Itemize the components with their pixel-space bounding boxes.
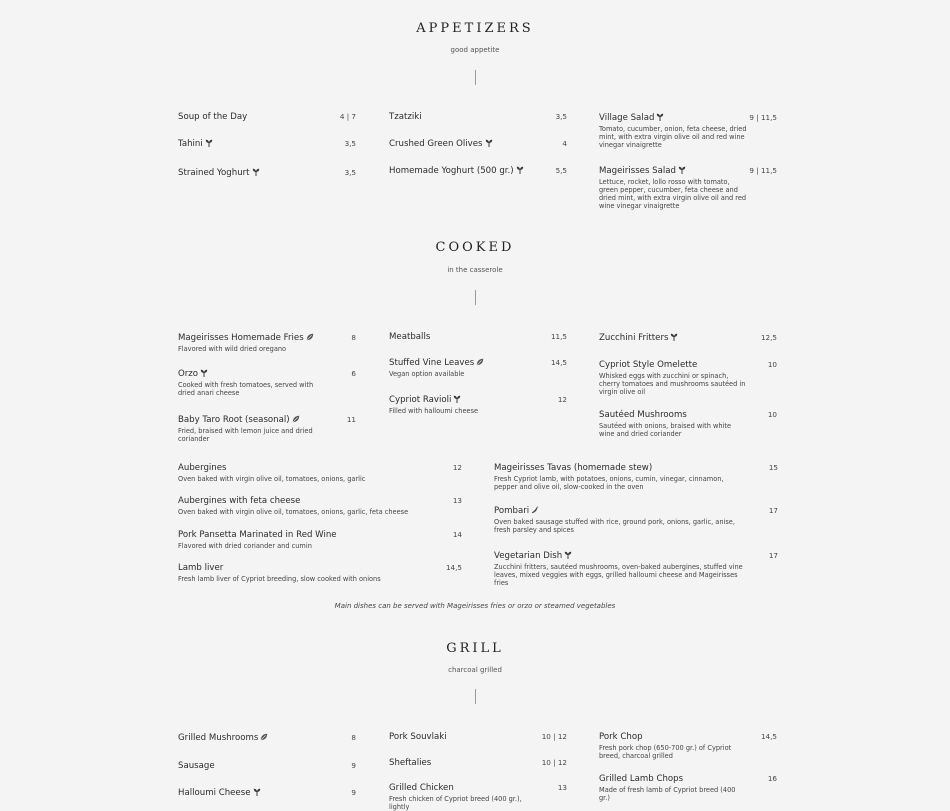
menu-item-name: Pombari — [494, 506, 530, 516]
menu-item-name: Strained Yoghurt — [178, 168, 250, 178]
menu-item-description: Sautéed with onions, braised with white wine and dried coriander — [599, 422, 732, 438]
menu-item — [389, 332, 567, 343]
menu-item-name: Aubergines with feta cheese — [178, 496, 301, 506]
menu-item-price: 16 — [767, 774, 777, 783]
menu-item — [494, 506, 778, 534]
menu-item — [599, 333, 777, 344]
menu-item-name: Meatballs — [389, 332, 431, 342]
menu-item-description: Whisked eggs with zucchini or spinach, cherry tomatoes and mushrooms sautéed in virgin olive oil — [599, 372, 746, 396]
divider-line — [475, 689, 476, 704]
menu-item — [178, 139, 356, 150]
menu-item — [389, 395, 567, 415]
sprout-icon — [453, 395, 461, 403]
sprout-icon — [678, 166, 686, 174]
menu-item-name: Lamb liver — [178, 563, 224, 573]
menu-item-name: Sheftalies — [389, 758, 432, 768]
menu-item-price: 10 | 12 — [541, 758, 567, 767]
menu-item-name: Grilled Lamb Chops — [599, 774, 684, 784]
menu-item-price: 17 — [768, 551, 778, 560]
menu-item-price: 12 — [557, 395, 567, 404]
menu-item-price: 10 — [767, 360, 777, 369]
menu-item — [494, 463, 778, 491]
menu-item — [178, 369, 356, 397]
menu-item-description: Zucchini fritters, sautéed mushrooms, oven-baked aubergines, stuffed vine leaves, mixed veggies with eggs, grilled halloumi cheese and Mageirisses fries — [494, 563, 743, 587]
menu-item-price: 13 — [452, 496, 462, 505]
menu-item-price: 9 | 11,5 — [749, 113, 777, 122]
menu-item-description: Oven baked with virgin olive oil, tomatoes, onions, garlic — [178, 475, 366, 483]
menu-item — [389, 358, 567, 378]
menu-item-price: 4 | 7 — [339, 112, 356, 121]
menu-item-price: 3,5 — [555, 112, 567, 121]
menu-item-price: 10 | 12 — [541, 732, 567, 741]
menu-item-price: 15 — [768, 463, 778, 472]
menu-item-price: 14,5 — [445, 563, 462, 572]
section-subtitle-grill: charcoal grilled — [448, 666, 502, 674]
menu-item — [178, 168, 356, 179]
menu-item-price: 12,5 — [760, 333, 777, 342]
chili-icon — [531, 506, 539, 514]
sprout-icon — [656, 113, 664, 121]
menu-item-price: 14 — [452, 530, 462, 539]
leaf-icon — [292, 415, 300, 423]
menu-item-name: Pork Souvlaki — [389, 732, 447, 742]
menu-item-name: Pork Chop — [599, 732, 643, 742]
menu-item-price: 11,5 — [550, 332, 567, 341]
menu-item — [178, 463, 462, 483]
menu-item-name: Stuffed Vine Leaves — [389, 358, 475, 368]
menu-item-price: 9 — [351, 788, 356, 797]
menu-item-description: Oven baked with virgin olive oil, tomatoes, onions, garlic, feta cheese — [178, 508, 409, 516]
section-title-appetizers: APPETIZERS — [416, 21, 534, 36]
section-subtitle-appetizers: good appetite — [450, 46, 500, 54]
menu-item-description: Lettuce, rocket, lollo rosso with tomato, green pepper, cucumber, feta cheese and dried mint, with extra virgin olive oil and red wine vinegar vinaigrette — [599, 178, 747, 210]
menu-item — [178, 761, 356, 772]
menu-item-name: Sautéed Mushrooms — [599, 410, 687, 420]
menu-item-description: Fresh lamb liver of Cypriot breeding, slow cooked with onions — [178, 575, 381, 583]
menu-item-name: Vegetarian Dish — [494, 551, 563, 561]
menu-item — [599, 410, 777, 438]
menu-item-name: Soup of the Day — [178, 112, 248, 122]
menu-item-description: Oven baked sausage stuffed with rice, ground pork, onions, garlic, anise, fresh parsley and spices — [494, 518, 735, 534]
menu-item — [178, 333, 356, 353]
menu-item-name: Pork Pansetta Marinated in Red Wine — [178, 530, 337, 540]
sprout-icon — [670, 333, 678, 341]
menu-item-name: Sausage — [178, 761, 215, 771]
menu-item — [599, 113, 777, 149]
leaf-icon — [260, 733, 268, 741]
menu-item-name: Grilled Mushrooms — [178, 733, 259, 743]
menu-item — [389, 758, 567, 769]
menu-item-description: Tomato, cucumber, onion, feta cheese, dried mint, with extra virgin olive oil and red wine vinegar vinaigrette — [599, 125, 747, 149]
menu-item-price: 8 — [351, 333, 356, 342]
menu-item — [599, 732, 777, 760]
menu-item-name: Baby Taro Root (seasonal) — [178, 415, 290, 425]
menu-item-price: 10 — [767, 410, 777, 419]
menu-item-name: Crushed Green Olives — [389, 139, 483, 149]
sprout-icon — [205, 139, 213, 147]
menu-item-price: 6 — [351, 369, 356, 378]
menu-item-name: Village Salad — [599, 113, 655, 123]
menu-item — [178, 733, 356, 744]
divider-line — [475, 70, 476, 85]
menu-item — [494, 551, 778, 587]
menu-item-name: Zucchini Fritters — [599, 333, 669, 343]
menu-item-price: 4 — [562, 139, 567, 148]
section-subtitle-cooked: in the casserole — [447, 266, 503, 274]
section-title-cooked: COOKED — [435, 240, 515, 255]
menu-item — [178, 112, 356, 123]
menu-item-description: Cooked with fresh tomatoes, served with dried anari cheese — [178, 381, 314, 397]
menu-item — [599, 774, 777, 802]
menu-item-price: 14,5 — [760, 732, 777, 741]
menu-item — [389, 112, 567, 123]
menu-item-name: Cypriot Ravioli — [389, 395, 452, 405]
menu-item — [178, 496, 462, 516]
sprout-icon — [252, 168, 260, 176]
menu-item-name: Mageirisses Salad — [599, 166, 677, 176]
menu-item-price: 9 | 11,5 — [749, 166, 777, 175]
menu-item-price: 3,5 — [344, 139, 356, 148]
menu-item — [178, 788, 356, 799]
menu-item-description: Made of fresh lamb of Cypriot breed (400 gr.) — [599, 786, 736, 802]
sprout-icon — [253, 788, 261, 796]
menu-item-price: 12 — [452, 463, 462, 472]
menu-item-description: Fried, braised with lemon juice and dried coriander — [178, 427, 313, 443]
cooked-note: Main dishes can be served with Mageirisses fries or orzo or steamed vegetables — [334, 602, 616, 610]
menu-item-name: Tzatziki — [389, 112, 422, 122]
menu-item-name: Homemade Yoghurt (500 gr.) — [389, 166, 514, 176]
menu-item — [389, 732, 567, 743]
menu-item — [389, 139, 567, 150]
section-title-grill: GRILL — [446, 641, 504, 656]
menu-item-price: 13 — [557, 783, 567, 792]
leaf-icon — [476, 358, 484, 366]
menu-item-description: Flavored with dried coriander and cumin — [178, 542, 312, 550]
menu-item — [178, 415, 356, 443]
menu-item-name: Tahini — [178, 139, 203, 149]
sprout-icon — [200, 369, 208, 377]
menu-item-price: 17 — [768, 506, 778, 515]
menu-item — [389, 783, 567, 811]
menu-item-name: Orzo — [178, 369, 199, 379]
menu-item-price: 9 — [351, 761, 356, 770]
menu-item-name: Mageirisses Homemade Fries — [178, 333, 304, 343]
sprout-icon — [485, 139, 493, 147]
menu-item-name: Grilled Chicken — [389, 783, 454, 793]
menu-item-price: 11 — [346, 415, 356, 424]
menu-item-description: Fresh chicken of Cypriot breed (400 gr.), lightly — [389, 795, 522, 811]
menu-item-name: Halloumi Cheese — [178, 788, 251, 798]
menu-item-description: Filled with halloumi cheese — [389, 407, 479, 415]
menu-item-description: Fresh Cypriot lamb, with potatoes, onions, cumin, vinegar, cinnamon, pepper and olive oil, slow-cooked in the oven — [494, 475, 724, 491]
menu-item-description: Fresh pork chop (650-700 gr.) of Cypriot breed, charcoal grilled — [599, 744, 732, 760]
menu-item-price: 3,5 — [344, 168, 356, 177]
menu-item-name: Mageirisses Tavas (homemade stew) — [494, 463, 653, 473]
sprout-icon — [564, 551, 572, 559]
menu-item-price: 5,5 — [555, 166, 567, 175]
menu-item — [178, 530, 462, 550]
menu-item — [599, 166, 777, 210]
menu-item-price: 14,5 — [550, 358, 567, 367]
menu-item — [178, 563, 462, 583]
menu-item-name: Aubergines — [178, 463, 227, 473]
menu-item-description: Vegan option available — [389, 370, 465, 378]
menu-item-description: Flavored with wild dried oregano — [178, 345, 287, 353]
menu-item-price: 8 — [351, 733, 356, 742]
menu-item-name: Cypriot Style Omelette — [599, 360, 698, 370]
divider-line — [475, 290, 476, 305]
menu-item — [389, 166, 567, 177]
menu-item — [599, 360, 777, 396]
